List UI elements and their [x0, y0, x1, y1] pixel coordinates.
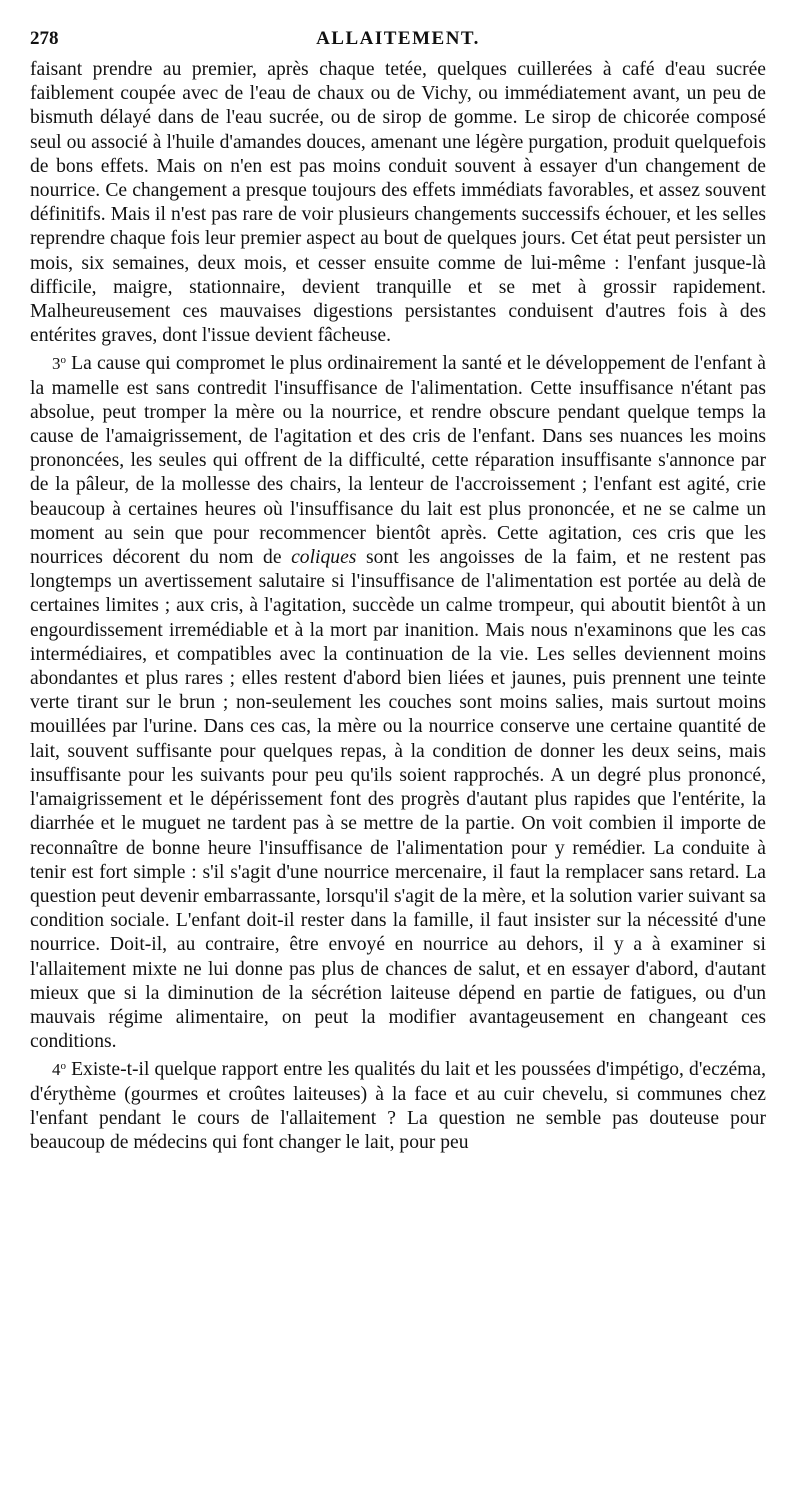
- paragraph-point-3: [30, 348, 766, 1054]
- item-number: 4: [52, 1060, 61, 1080]
- running-title: ALLAITEMENT.: [316, 28, 480, 49]
- body-text: [30, 58, 766, 1155]
- book-page: [30, 28, 766, 1155]
- item-number: 3: [52, 354, 61, 374]
- page-header: [30, 28, 766, 52]
- paragraph-point-4: [30, 1054, 766, 1155]
- page-number: 278: [30, 28, 59, 49]
- ordinal-marker: o: [60, 354, 66, 367]
- paragraph-text: Existe-t-il quelque rapport entre les qualités du lait et les poussées d'impétigo, d'eczéma, d'érythème (gourmes et croûtes laiteuses) à la face et au cuir chevelu, si communes chez l'enfant pendant le cours de l'allaitement ? La question ne semble pas douteuse pour beaucoup de médecins qui font changer le lait, pour peu: [30, 1059, 766, 1153]
- ordinal-marker: o: [60, 1060, 66, 1073]
- italic-term: coliques: [291, 547, 357, 569]
- paragraph-text: sont les angoisses de la faim, et ne restent pas longtemps un avertissement salutaire si l'insuffisance de l'alimentation est portée au delà de certaines limites ; aux cris, à l'agitation, succède un calme trompeur, qui aboutit bientôt à un engourdissement irremédiable et à la mort par inanition. Mais nous n'examinons que les cas intermédiaires, et compatibles avec la continuation de la vie. Les selles deviennent moins abondantes et plus rares ; elles restent d'abord bien liées et jaunes, puis prennent une teinte verte tirant sur le brun ; non-seulement les couches sont moins salies, mais surtout moins mouillées par l'urine. Dans ces cas, la mère ou la nourrice conserve une certaine quantité de lait, souvent suffisante pour quelques repas, à la condition de donner les deux seins, mais insuffisante pour les suivants pour peu qu'ils soient rapprochés. A un degré plus prononcé, l'amaigrissement et le dépérissement font des progrès d'autant plus rapides que l'entérite, la diarrhée et le muguet ne tardent pas à se mettre de la partie. On voit combien il importe de reconnaître de bonne heure l'insuffisance de l'alimentation pour y remédier. La conduite à tenir est fort simple : s'il s'agit d'une nourrice mercenaire, il faut la remplacer sans retard. La question peut devenir embarrassante, lorsqu'il s'agit de la mère, et la solution varier suivant sa condition sociale. L'enfant doit-il rester dans la famille, il faut insister sur la nécessité d'une nourrice. Doit-il, au contraire, être envoyé en nourrice au dehors, il y a à examiner si l'allaitement mixte ne lui donne pas plus de chances de salut, et en essayer d'abord, d'autant mieux que si la diminution de la sécrétion laiteuse dépend en partie de fatigues, ou d'un mauvais régime alimentaire, on peut la modifier avantageusement en changeant ces conditions.: [30, 547, 767, 1053]
- paragraph-text: La cause qui compromet le plus ordinairement la santé et le développement de l'enfant à la mamelle est sans contredit l'insuffisance de l'alimentation. Cette insuffisance n'étant pas absolue, peut tromper la mère ou la nourrice, et rendre obscure pendant quelque temps la cause de l'amaigrissement, de l'agitation et des cris de l'enfant. Dans ses nuances les moins prononcées, les seules qui offrent de la difficulté, cette réparation insuffisante s'annonce par de la pâleur, de la mollesse des chairs, la lenteur de l'accroissement ; l'enfant est agité, crie beaucoup à certaines heures où l'insuffisance du lait est plus prononcée, et ne se calme un moment au sein que pour recommencer bientôt après. Cette agitation, ces cris que les nourrices décorent du nom de: [30, 353, 766, 569]
- paragraph-continued: faisant prendre au premier, après chaque tetée, quelques cuillerées à café d'eau sucrée faiblement coupée avec de l'eau de chaux ou de Vichy, ou immédiatement avant, un peu de bismuth délayé dans de l'eau sucrée, ou de sirop de gomme. Le sirop de chicorée composé seul ou associé à l'huile d'amandes douces, amenant une légère purgation, produit quelquefois de bons effets. Mais on n'en est pas moins conduit souvent à essayer d'un changement de nourrice. Ce changement a presque toujours des effets immédiats favorables, et assez souvent définitifs. Mais il n'est pas rare de voir plusieurs changements successifs échouer, et les selles reprendre chaque fois leur premier aspect au bout de quelques jours. Cet état peut persister un mois, six semaines, deux mois, et cesser ensuite comme de lui-même : l'enfant jusque-là difficile, maigre, stationnaire, devient tranquille et se met à grossir rapidement. Malheureusement ces mauvaises digestions persistantes conduisent d'autres fois à des entérites graves, dont l'issue devient fâcheuse.: [30, 59, 766, 347]
